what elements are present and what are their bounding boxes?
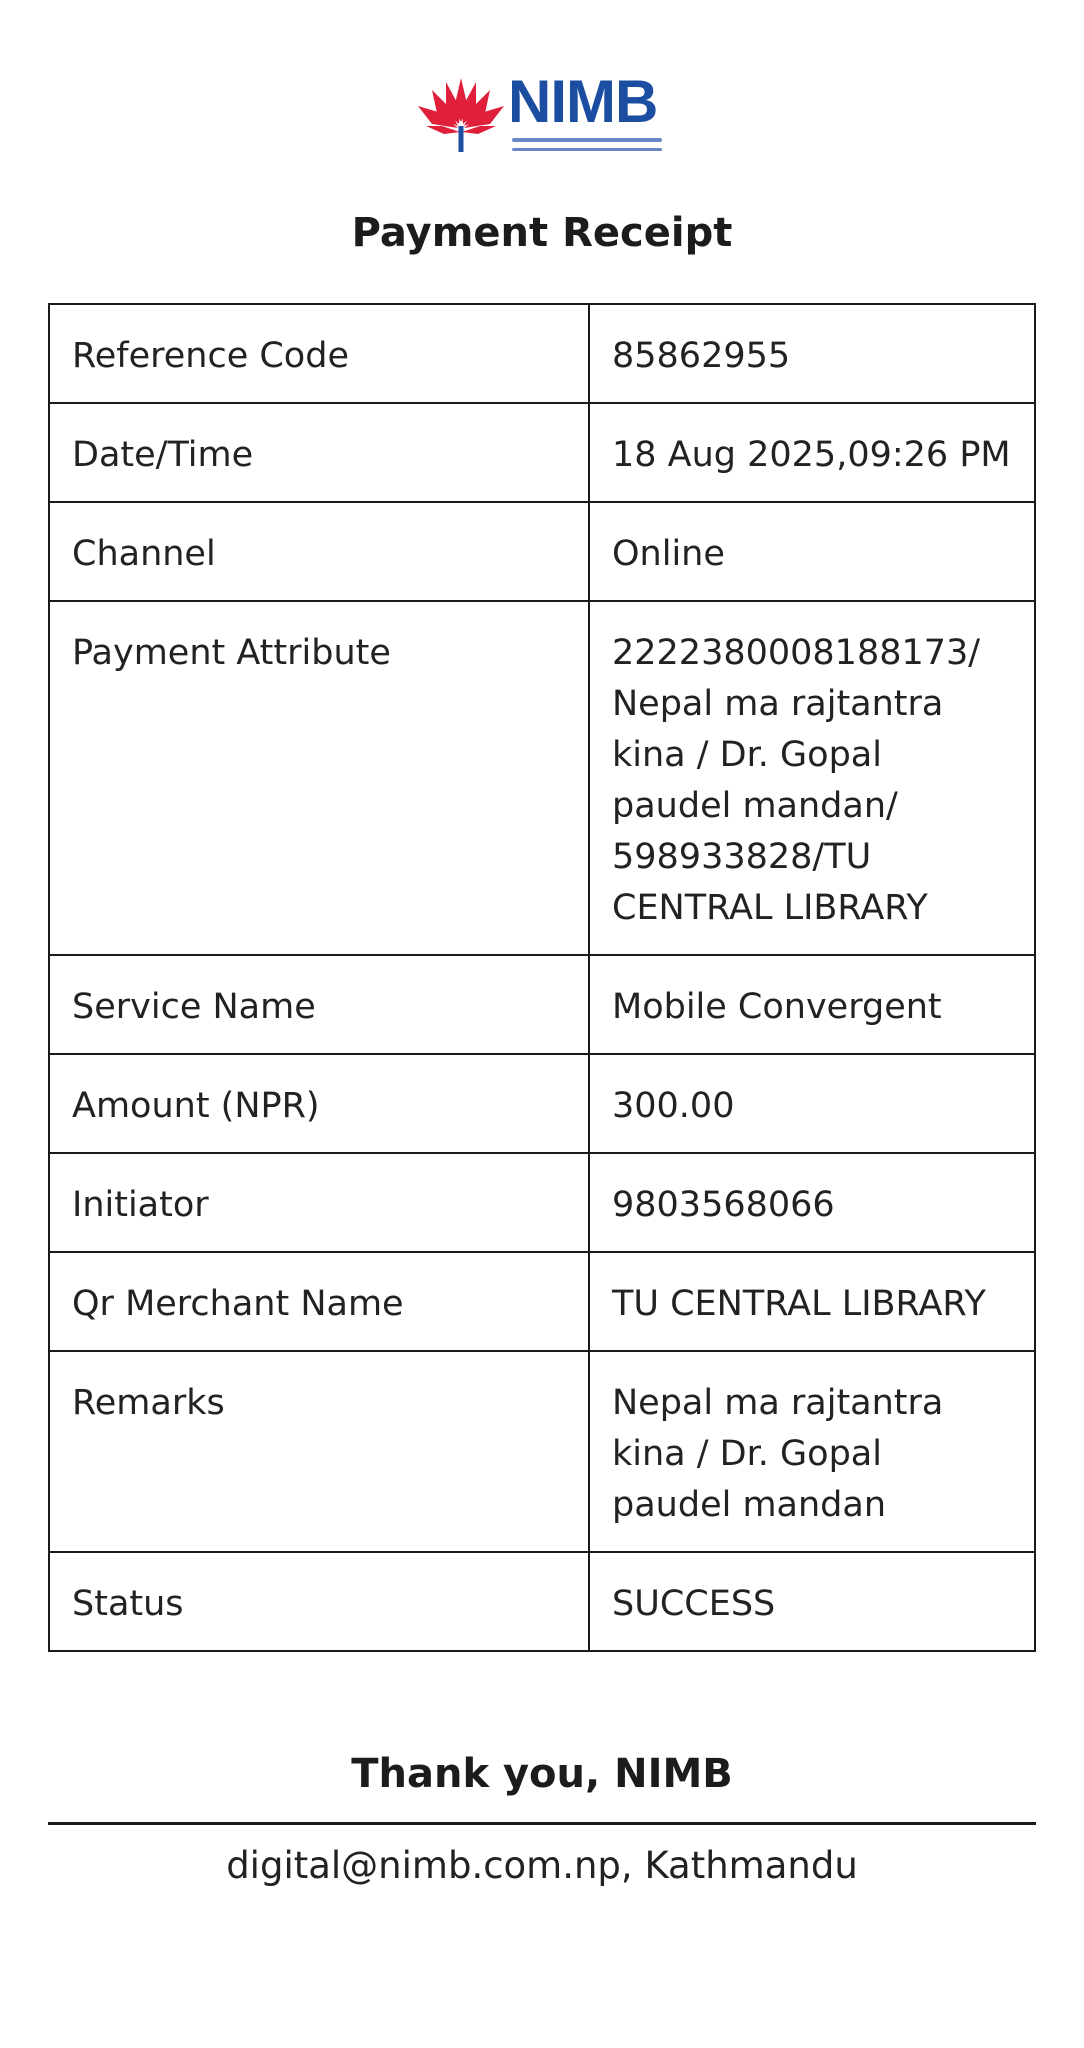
row-value: Online — [589, 502, 1035, 601]
logo-tagline-line — [512, 138, 662, 142]
row-value: TU CENTRAL LIBRARY — [589, 1252, 1035, 1351]
row-label: Status — [49, 1552, 589, 1651]
row-value: 2222380008188173/ Nepal ma rajtantra kina / Dr. Gopal paudel mandan/ 598933828/TU CENTRAL LIBRARY — [589, 601, 1035, 955]
row-label: Remarks — [49, 1351, 589, 1552]
lotus-flower-icon — [416, 70, 506, 156]
logo-tagline-line — [512, 148, 662, 151]
row-label: Qr Merchant Name — [49, 1252, 589, 1351]
row-value: SUCCESS — [589, 1552, 1035, 1651]
brand-wordmark: NIMB — [508, 68, 658, 135]
row-value: 9803568066 — [589, 1153, 1035, 1252]
thank-you-text: Thank you, NIMB — [351, 1751, 733, 1797]
row-label: Initiator — [49, 1153, 589, 1252]
row-label: Channel — [49, 502, 589, 601]
row-value: 300.00 — [589, 1054, 1035, 1153]
table-row — [49, 502, 1035, 601]
row-label: Service Name — [49, 955, 589, 1054]
table-row — [49, 601, 1035, 955]
table-row — [49, 1153, 1035, 1252]
nimb-logo — [416, 70, 676, 156]
footer-contact: digital@nimb.com.np, Kathmandu — [226, 1844, 858, 1887]
table-row — [49, 304, 1035, 403]
table-row — [49, 1552, 1035, 1651]
row-value: 85862955 — [589, 304, 1035, 403]
divider — [48, 1822, 1036, 1825]
row-label: Date/Time — [49, 403, 589, 502]
page-title: Payment Receipt — [351, 210, 733, 256]
row-label: Amount (NPR) — [49, 1054, 589, 1153]
row-value: Nepal ma rajtantra kina / Dr. Gopal paudel mandan — [589, 1351, 1035, 1552]
table-row — [49, 1351, 1035, 1552]
row-value: Mobile Convergent — [589, 955, 1035, 1054]
table-row — [49, 955, 1035, 1054]
row-label: Reference Code — [49, 304, 589, 403]
row-label: Payment Attribute — [49, 601, 589, 955]
table-row — [49, 1252, 1035, 1351]
table-row — [49, 403, 1035, 502]
receipt-table — [48, 303, 1036, 1652]
row-value: 18 Aug 2025,09:26 PM — [589, 403, 1035, 502]
table-row — [49, 1054, 1035, 1153]
